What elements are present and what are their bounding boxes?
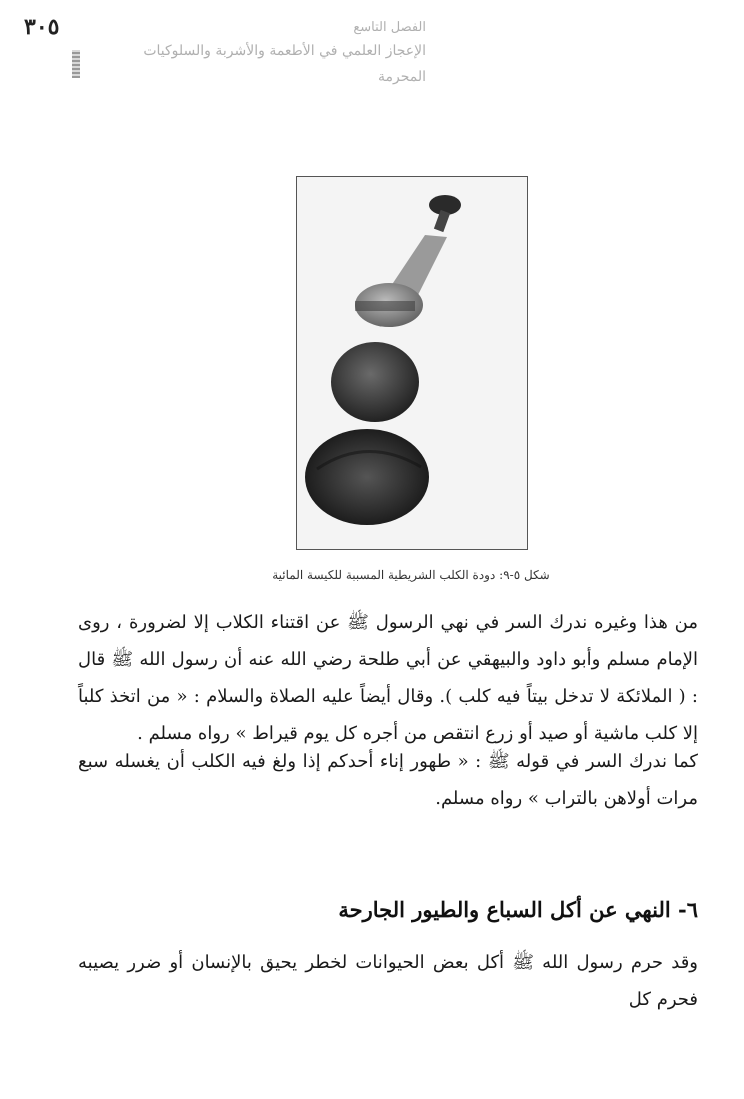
figure-image [296,176,528,550]
header-marker [72,50,80,78]
tapeworm-photo [297,177,527,549]
page-number: ٣٠٥ [24,14,60,40]
section-heading: ٦- النهي عن أكل السباع والطيور الجارحة [338,897,698,922]
figure-caption: شكل ٥-٩: دودة الكلب الشريطية المسببة للكيسة المائية [272,568,550,582]
chapter-label: الفصل التاسع [353,20,426,35]
running-head [96,18,426,90]
paragraph: كما ندرك السر في قوله ﷺ : « طهور إناء أحدكم إذا ولغ فيه الكلب أن يغسله سبع مرات أولاهن بالتراب » رواه مسلم. [78,751,698,809]
book-title: الإعجاز العلمي في الأطعمة والأشربة والسلوكيات المحرمة [143,43,426,85]
worm-segment-3 [331,342,419,422]
worm-segment-4 [305,429,429,525]
paragraph: وقد حرم رسول الله ﷺ أكل بعض الحيوانات لخطر يحيق بالإنسان أو ضرر يصيبه فحرم كل [78,952,698,1010]
paragraph: من هذا وغيره ندرك السر في نهي الرسول ﷺ عن اقتناء الكلاب إلا لضرورة ، روى الإمام مسلم وأبو داود والبيهقي عن أبي طلحة رضي الله عنه أن رسول الله ﷺ قال : ( الملائكة لا تدخل بيتاً فيه كلب ). وقال أيضاً عليه الصلاة والسلام : « من اتخذ كلباً إلا كلب ماشية أو صيد أو زرع انتقص من أجره كل يوم قيراط » رواه مسلم . [78,612,698,744]
